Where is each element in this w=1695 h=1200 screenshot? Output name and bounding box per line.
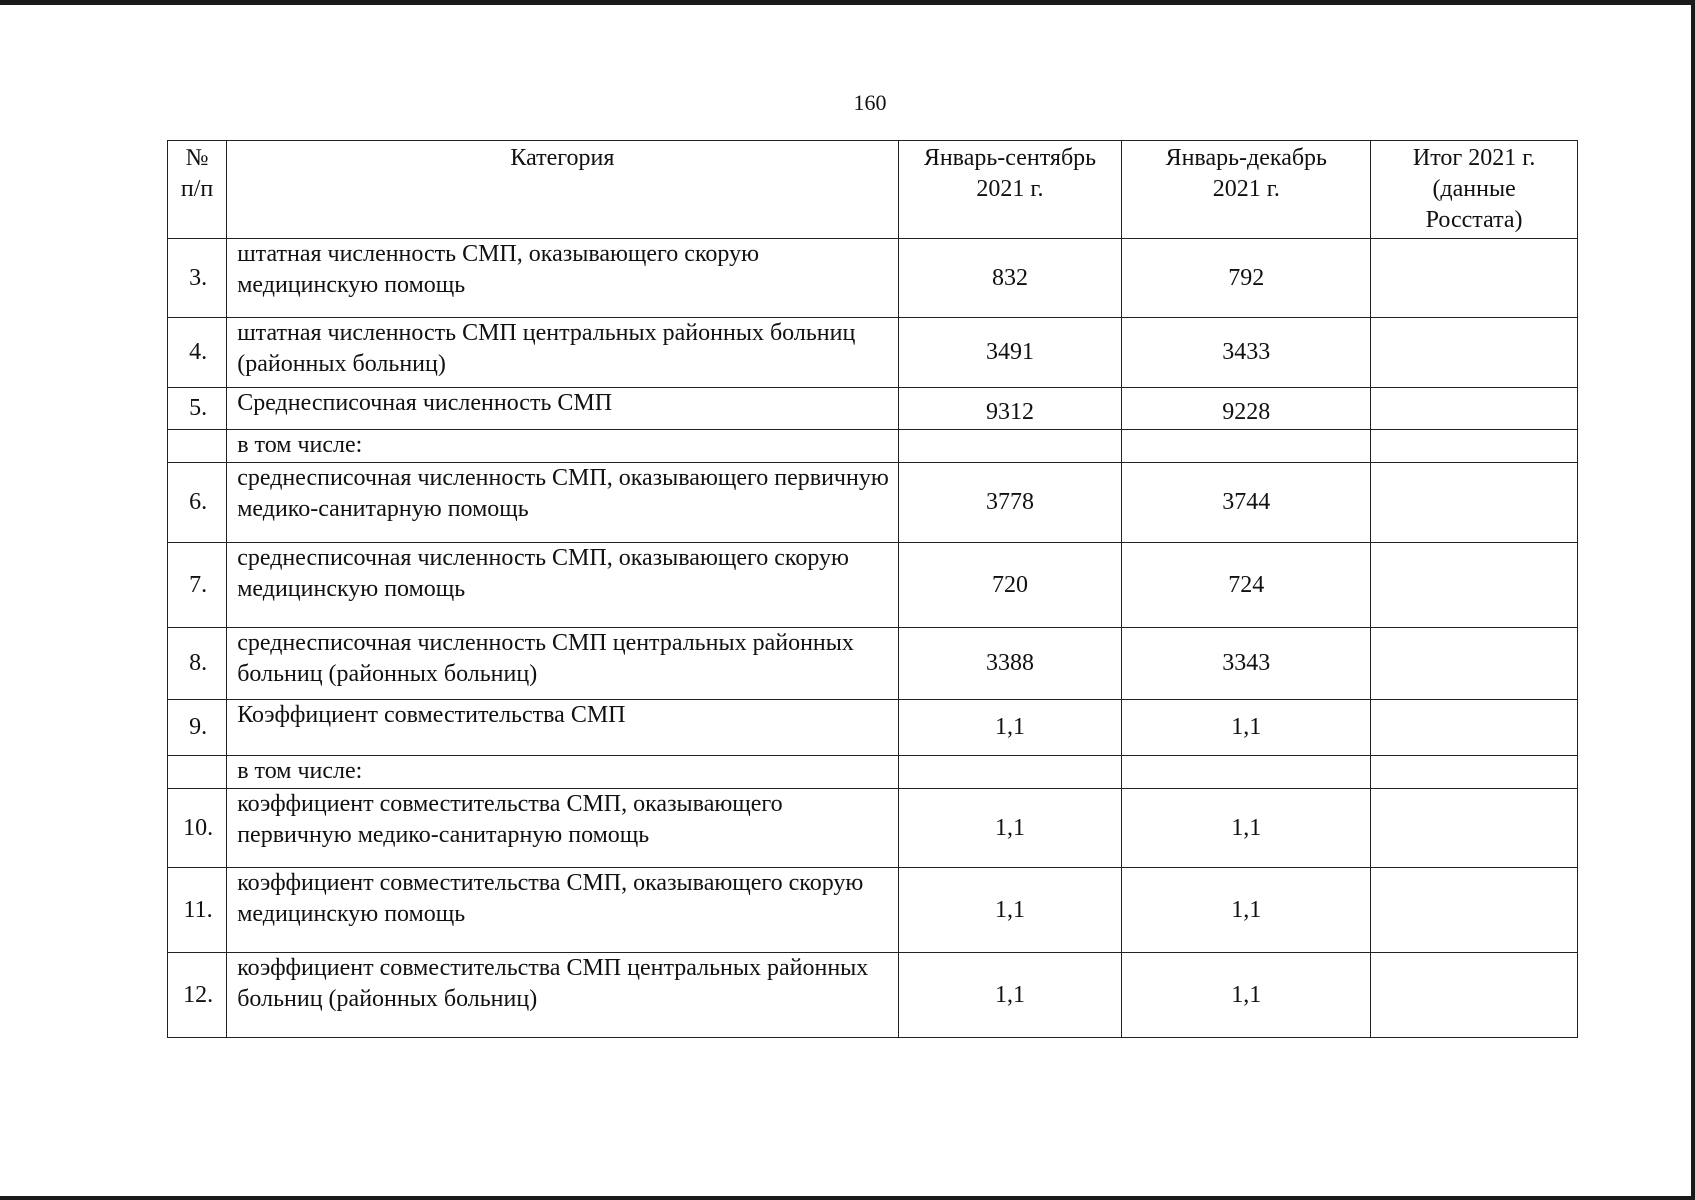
table-row: [168, 463, 1578, 543]
value-jan-sep: 9312: [898, 388, 1122, 430]
value-total: [1371, 953, 1578, 1038]
value-jan-dec: 9228: [1122, 388, 1371, 430]
row-category: штатная численность СМП центральных районных больниц (районных больниц): [227, 318, 898, 388]
value-total: [1371, 868, 1578, 953]
value-jan-sep: 832: [898, 239, 1122, 318]
row-number: 5.: [168, 388, 227, 430]
scan-frame-top: [0, 0, 1695, 5]
row-number: 4.: [168, 318, 227, 388]
value-jan-sep: 1,1: [898, 700, 1122, 756]
value-total: [1371, 239, 1578, 318]
table-row: [168, 700, 1578, 756]
value-total: [1371, 388, 1578, 430]
value-jan-sep: 1,1: [898, 868, 1122, 953]
row-category: Среднесписочная численность СМП: [227, 388, 898, 430]
value-total: [1371, 789, 1578, 868]
header-jan-sep-text: Январь-сентябрь 2021 г.: [923, 145, 1097, 202]
header-category: Категория: [227, 141, 898, 239]
value-total: [1371, 463, 1578, 543]
scan-frame-bottom: [0, 1196, 1695, 1200]
row-number: 7.: [168, 543, 227, 628]
value-jan-dec: [1122, 430, 1371, 463]
value-jan-sep: [898, 430, 1122, 463]
row-category: Коэффициент совместительства СМП: [227, 700, 898, 756]
value-jan-dec: 792: [1122, 239, 1371, 318]
row-category: среднесписочная численность СМП, оказывающего первичную медико-санитарную помощь: [227, 463, 898, 543]
value-jan-sep: 1,1: [898, 789, 1122, 868]
value-jan-sep: [898, 756, 1122, 789]
value-total: [1371, 628, 1578, 700]
row-category: коэффициент совместительства СМП центральных районных больниц (районных больниц): [227, 953, 898, 1038]
table-row: [168, 543, 1578, 628]
header-jan-dec-text: Январь-декабрь 2021 г.: [1165, 145, 1328, 202]
table-row: [168, 789, 1578, 868]
value-total: [1371, 700, 1578, 756]
header-total: [1371, 141, 1578, 239]
row-number: [168, 430, 227, 463]
row-number: 3.: [168, 239, 227, 318]
value-jan-dec: 1,1: [1122, 700, 1371, 756]
value-jan-dec: 3433: [1122, 318, 1371, 388]
value-jan-dec: [1122, 756, 1371, 789]
table-row: [168, 868, 1578, 953]
row-number: [168, 756, 227, 789]
value-jan-dec: 1,1: [1122, 789, 1371, 868]
row-number: 6.: [168, 463, 227, 543]
row-number: 11.: [168, 868, 227, 953]
row-category: в том числе:: [227, 430, 898, 463]
value-jan-sep: 3491: [898, 318, 1122, 388]
value-jan-sep: 3778: [898, 463, 1122, 543]
row-number: 9.: [168, 700, 227, 756]
header-total-text: Итог 2021 г. (данные Росстата): [1412, 145, 1536, 233]
header-number-text: № п/п: [180, 145, 214, 202]
header-row: [168, 141, 1578, 239]
statistics-table: [167, 140, 1578, 1038]
row-number: 8.: [168, 628, 227, 700]
value-jan-sep: 3388: [898, 628, 1122, 700]
table-row: [168, 953, 1578, 1038]
value-total: [1371, 756, 1578, 789]
value-jan-dec: 3744: [1122, 463, 1371, 543]
table-row: [168, 239, 1578, 318]
row-category: коэффициент совместительства СМП, оказывающего первичную медико-санитарную помощь: [227, 789, 898, 868]
row-number: 12.: [168, 953, 227, 1038]
table-row: [168, 430, 1578, 463]
value-total: [1371, 318, 1578, 388]
row-category: коэффициент совместительства СМП, оказывающего скорую медицинскую помощь: [227, 868, 898, 953]
value-jan-dec: 3343: [1122, 628, 1371, 700]
row-category: в том числе:: [227, 756, 898, 789]
table-row: [168, 388, 1578, 430]
header-jan-sep: [898, 141, 1122, 239]
header-number: [168, 141, 227, 239]
row-category: среднесписочная численность СМП, оказывающего скорую медицинскую помощь: [227, 543, 898, 628]
table-row: [168, 756, 1578, 789]
value-total: [1371, 430, 1578, 463]
value-jan-dec: 1,1: [1122, 953, 1371, 1038]
table-row: [168, 318, 1578, 388]
scan-frame-right: [1691, 0, 1695, 1200]
page-number: 160: [853, 90, 887, 115]
row-category: среднесписочная численность СМП центральных районных больниц (районных больниц): [227, 628, 898, 700]
table-row: [168, 628, 1578, 700]
value-jan-dec: 724: [1122, 543, 1371, 628]
value-jan-sep: 1,1: [898, 953, 1122, 1038]
row-number: 10.: [168, 789, 227, 868]
value-jan-dec: 1,1: [1122, 868, 1371, 953]
value-total: [1371, 543, 1578, 628]
header-jan-dec: [1122, 141, 1371, 239]
value-jan-sep: 720: [898, 543, 1122, 628]
row-category: штатная численность СМП, оказывающего скорую медицинскую помощь: [227, 239, 898, 318]
